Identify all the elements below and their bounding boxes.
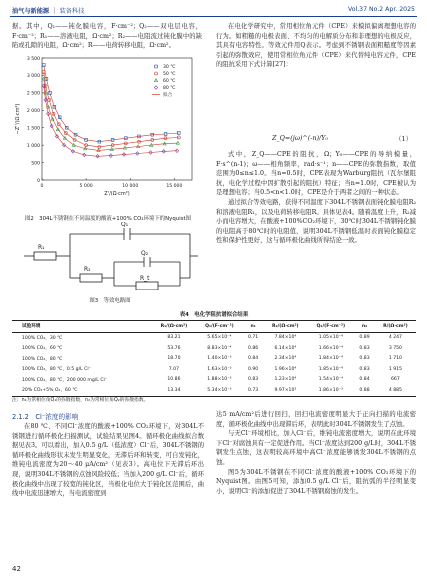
left-top-paragraph	[12, 22, 202, 51]
table-cell: 5.34×10⁻³	[207, 387, 232, 393]
table-cell: 8.83×10⁻⁴	[207, 345, 232, 351]
circuit-label-q2: Q₂	[141, 250, 149, 257]
table-cell: 667	[391, 377, 400, 383]
x-tick-label: 10 000	[122, 184, 139, 189]
figure-3-caption: 图3 等效电路图	[89, 298, 131, 304]
table-cell: 20% CO₂+5% O₂，60 ℃	[22, 388, 78, 394]
table-cell: 53.76	[167, 345, 181, 351]
table-cell: 7.07	[168, 366, 180, 372]
table-row	[12, 343, 416, 354]
table-cell: 0.84	[247, 356, 259, 362]
paragraph: 在80 ℃、不同Cl⁻浓度的酸液+100% CO₂环境下，对304L不锈钢进行循环极化扫描测试，试验结果见图4。循环极化曲线拟合数据见表3。可以看出，加入0.5 g/L（低浓度）Cl⁻后，304L不锈钢的循环极化曲线形状未发生明显变化，无滞后环和转变，可自发钝化，维钝电流密度为20～40 μA/cm²（见表3）。高电位下无滞后环出现，说明304L不锈钢的点蚀风险较低；当加入200 g/L Cl⁻后，循环极化曲线中出现了较宽的钝化区，当极化电位大于钝化区范围后，曲线中电流迅速增大，当电流密度到	[12, 423, 204, 498]
y-tick-label: 500	[31, 161, 40, 167]
y-tick-label: 3 500	[26, 56, 40, 62]
x-tick-label: 5 000	[79, 184, 93, 189]
table-cell: 100% CO₂，60 ℃	[22, 346, 63, 352]
issue-info: Vol.37 No.2 Apr. 2025	[347, 6, 415, 13]
circuit-label-r2: R₂	[84, 266, 91, 273]
y-axis-label: −Z''/(Ω·cm²)	[15, 103, 21, 135]
table-row	[12, 364, 416, 375]
column-header: R₂/(Ω·cm²)	[272, 323, 299, 329]
table-cell: 1 710	[388, 356, 402, 362]
table-row	[12, 354, 416, 365]
table-cell: 1.63×10⁻³	[207, 366, 232, 372]
table-cell: 1 915	[388, 366, 402, 372]
figure-3	[20, 222, 200, 292]
paragraph: 据。其中，Q₁——钝化膜电容，F·cm⁻²；Q₂——双电层电容，F·cm⁻²；R₁——溶液电阻，Ω·cm²；R₂——电阻流过钝化膜中的缺陷或孔隙的电阻，Ω·cm²；R——电荷转移电阻，Ω·cm²。	[12, 23, 202, 50]
column-header: n₁	[250, 323, 256, 329]
x-tick-label: 0	[40, 184, 44, 189]
table-cell: 1.40×10⁻³	[207, 356, 232, 362]
legend-marker	[154, 86, 157, 90]
fit-line	[44, 65, 179, 142]
paragraph: 式中，Z_Q——CPE的阻抗，Ω；Y₀——CPE的导纳模量，F·s^(n-1)；ω——相角频率，rad·s⁻¹；n——CPE的弥散指数，取值范围为0≤n≤1.0。当n=0.5时，CPE表现为Warburg阻抗（瓦尔堡阻抗，电化学过程中因扩散引起的阻抗）特征；当n=1.0时，CPE被认为是理想电容；当0.5<n<1.0时，CPE是介于两者之间的一种状态。	[216, 151, 416, 197]
legend-label: 拟合	[163, 93, 173, 98]
circuit-label-r1: R₁	[38, 244, 45, 251]
y-tick-label: 1 500	[26, 126, 40, 132]
y-tick-label: 3 000	[26, 74, 40, 80]
column-header: Q₁/(F·cm⁻²)	[205, 323, 234, 329]
table-4	[12, 320, 416, 397]
journal-header: 油气与新能源 ｜ 装备科技	[12, 8, 85, 15]
table-4-footnote: 注：n₁为常相位角Q₁的弥散指数，n₂为常相位角Q₂的弥散指数。	[12, 398, 149, 403]
column-header: n₂	[361, 323, 368, 329]
column-header: R₁/(Ω·cm²)	[160, 323, 188, 329]
left-bottom-text	[12, 422, 204, 499]
table-cell: 100% CO₂，80 ℃，0.5 g/L Cl⁻	[22, 367, 92, 373]
figure-2-caption: 图2 304L不锈钢在不同温度的酸液+100% CO₂环境下的Nyquist图	[24, 216, 192, 222]
circuit-label-q1: Q₁	[121, 222, 129, 228]
table-4-title: 表4 电化学阻抗谱拟合结果	[179, 312, 249, 318]
table-cell: 0.83	[359, 345, 370, 351]
x-tick-label: 15 000	[166, 184, 183, 189]
table-cell: 6.14×10⁴	[274, 345, 297, 351]
fit-results-table	[12, 320, 416, 397]
table-cell: 0.83	[359, 356, 370, 362]
table-cell: 1.96×10⁴	[274, 366, 297, 372]
table-row	[12, 385, 416, 396]
table-row	[12, 332, 416, 343]
right-top-text	[216, 22, 416, 70]
table-cell: 13.34	[167, 387, 181, 393]
column-header: R/(Ω·cm²)	[383, 323, 408, 329]
table-cell: 1.54×10⁻⁴	[318, 377, 343, 383]
header-divider	[10, 16, 417, 17]
equation-number: （1）	[395, 135, 412, 143]
table-row	[12, 375, 416, 386]
table-cell: 0.86	[247, 345, 259, 351]
table-cell: 1.66×10⁻⁴	[318, 345, 343, 351]
table-cell: 1.86×10⁻³	[318, 387, 343, 393]
y-tick-label: 0	[37, 178, 40, 184]
legend-label: 30 ℃	[163, 65, 176, 70]
equivalent-circuit-diagram	[20, 222, 200, 290]
legend-label: 50 ℃	[163, 72, 176, 77]
table-cell: 2.34×10⁴	[274, 356, 297, 362]
table-cell: 0.73	[247, 387, 259, 393]
column-name: 装备科技	[59, 8, 85, 15]
table-cell: 0.89	[359, 335, 370, 341]
legend-marker	[155, 72, 158, 75]
y-tick-label: 2 000	[26, 109, 40, 115]
table-cell: 0.83	[247, 377, 259, 383]
table-cell: 4 885	[388, 387, 402, 393]
fit-line	[44, 79, 178, 150]
fit-line	[44, 86, 177, 156]
legend-label: 80 ℃	[163, 86, 176, 91]
column-header: 试验环境	[22, 324, 41, 330]
table-cell: 0.71	[247, 335, 259, 341]
equation-1	[216, 134, 416, 146]
y-tick-label: 2 500	[26, 91, 40, 97]
nyquist-chart	[12, 52, 204, 210]
journal-name: 油气与新能源	[12, 8, 50, 15]
table-cell: 1.84×10⁻⁴	[318, 356, 343, 362]
table-cell: 10.86	[167, 377, 181, 383]
table-cell: 7.84×10⁴	[274, 335, 297, 341]
table-header-row	[12, 321, 416, 333]
right-after-equation	[216, 150, 416, 246]
equation-expression: Z_Q=(jω)^(-n)/Y₀	[272, 134, 328, 142]
page-number: 42	[12, 565, 21, 573]
table-cell: 0.83	[359, 366, 370, 372]
table-cell: 1.05×10⁻⁴	[318, 335, 343, 341]
paragraph: 达5 mA/cm²后进行回扫，回扫电流密度明显大于正向扫描的电流密度，循环极化曲线中出现滞后环，表明此时304L不锈钢发生了点蚀。	[216, 411, 416, 428]
table-cell: 3 750	[388, 345, 402, 351]
legend-label: 60 ℃	[163, 79, 176, 84]
right-bottom-text	[216, 410, 416, 496]
circuit-label-rt: R_t	[140, 275, 150, 282]
table-cell: 100% CO₂，30 ℃	[22, 335, 63, 341]
table-cell: 9.97×10³	[274, 387, 297, 393]
x-axis-label: Z'/(Ω·cm²)	[104, 191, 130, 197]
fit-line	[44, 72, 179, 147]
table-cell: 0.90	[247, 366, 259, 372]
figure-2	[12, 52, 204, 217]
table-cell: 100% CO₂，80 ℃	[22, 356, 63, 362]
table-cell: 1.23×10⁴	[274, 377, 297, 383]
y-tick-label: 1 000	[26, 143, 40, 149]
section-heading: 2.1.2 Cl⁻浓度的影响	[12, 413, 79, 421]
table-cell: 0.88	[359, 387, 370, 393]
table-cell: 4 247	[388, 335, 402, 341]
table-cell: 1.88×10⁻³	[207, 377, 232, 383]
table-cell: 5.65×10⁻⁴	[207, 335, 232, 341]
table-cell: 83.21	[167, 335, 181, 341]
table-cell: 100% CO₂，80 ℃，200 000 mg/L Cl⁻	[22, 377, 108, 383]
paragraph: 通过拟合等效电路，获得不同温度下304L不锈钢表面钝化膜电阻R₂和溶液电阻R₁，以及电荷转移电阻R。具体见表4。随着温度上升，R₂减小而电容增大，在酸液+100%CO₂环境下，30℃时304L不锈钢钝化膜的电阻高于80℃时的电阻值，说明304L不锈钢低温时表面钝化膜稳定性和保护性更好，这与循环极化曲线所得结论一致。	[216, 198, 416, 245]
legend-marker	[154, 79, 157, 82]
column-header: Q₂/(F·cm⁻²)	[316, 323, 346, 329]
legend-marker	[155, 65, 158, 68]
table-cell: 0.84	[359, 377, 370, 383]
table-cell: 1.85×10⁻⁴	[318, 366, 343, 372]
paragraph: 在电化学研究中，常用相位角元件（CPE）来模拟偏离理想电容的行为。如粗糙的电极表面、不均匀的电解质分布和非理想的电极反应，其具有电容特性。等效元件用Q表示。考虑到不锈钢表面粗糙度等因素引起的弥散效应，使用常相位角元件（CPE）来代替纯电容元件，CPE的阻抗采用下式计算[27]：	[216, 23, 416, 69]
table-cell: 18.70	[167, 356, 181, 362]
paragraph: 与无Cl⁻环境相比，加入Cl⁻后，维钝电流密度增大，说明在此环境下Cl⁻对腐蚀具有一定促进作用。当Cl⁻浓度达到200 g/L时，304L不锈钢发生点蚀，这表明较高环境中高Cl⁻浓度能够诱发304L不锈钢的点蚀。	[216, 430, 416, 466]
paragraph: 图5为304L不锈钢在不同Cl⁻浓度的酸液+100% CO₂环境下的Nyquist图。由图5可知，添加0.5 g/L Cl⁻后，阻抗弧的半径明显变小，说明Cl⁻的添加促进了304L不锈钢腐蚀的发生。	[216, 468, 416, 495]
